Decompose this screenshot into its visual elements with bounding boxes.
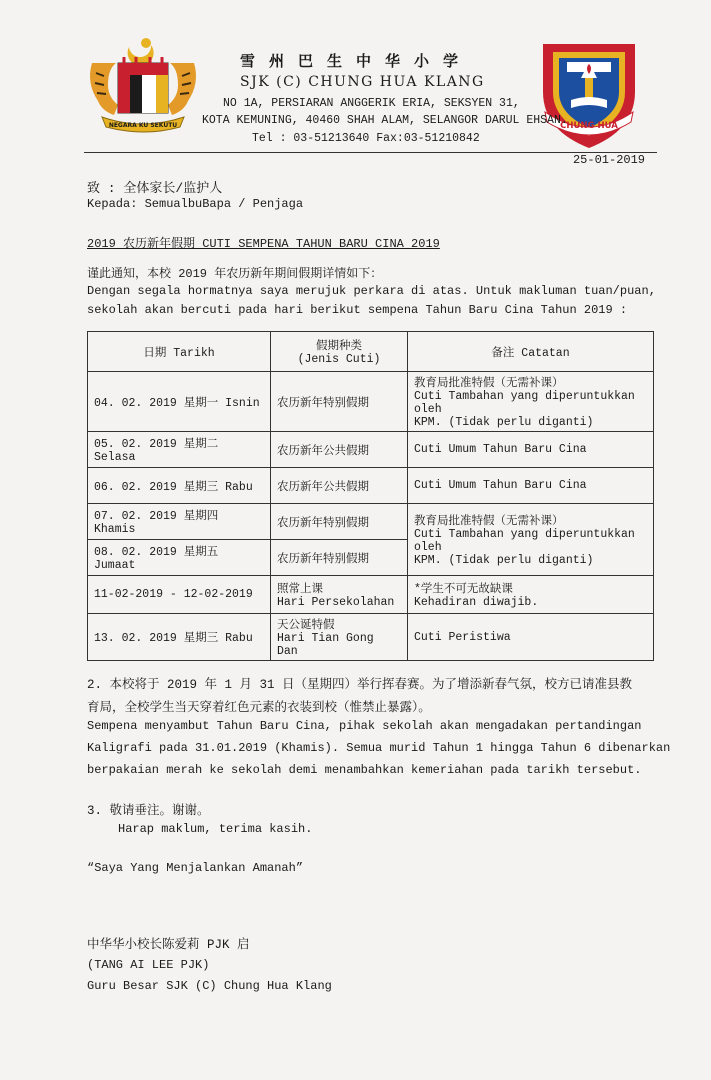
note-line: 教育局批准特假（无需补课） [414,515,564,528]
school-logo-icon [537,40,641,150]
row-type: 农历新年公共假期 [271,468,408,504]
header-date: 日期 Tarikh [88,332,271,372]
signature-chinese: 中华华小校长陈爱莉 PJK 启 [87,938,250,952]
header-type [271,332,408,372]
row-date: 04. 02. 2019 星期一 Isnin [88,372,271,432]
row-type: 农历新年公共假期 [271,432,408,468]
signature-name: (TANG AI LEE PJK) [87,958,210,972]
table-row [88,432,654,468]
para3-chinese: 3. 敬请垂注。谢谢。 [87,804,210,818]
row-type: 农历新年特别假期 [271,540,408,576]
para2-malay-line-1: Sempena menyambut Tahun Baru Cina, pihak sekolah akan mengadakan pertandingan [87,719,642,733]
note-line: *学生不可无故缺课 [414,583,513,596]
school-name-chinese: 雪州巴生中华小学 [240,52,473,70]
row-date: 08. 02. 2019 星期五 Jumaat [88,540,271,576]
row-note [408,576,654,614]
type-line: Hari Persekolahan [277,596,395,609]
row-note [408,504,654,576]
coat-of-arms-icon [84,33,202,137]
recipient-chinese: 致 : 全体家长/监护人 [87,181,223,196]
row-type [271,576,408,614]
header-type-chinese: 假期种类 [316,340,362,353]
row-type: 农历新年特别假期 [271,372,408,432]
para2-malay-line-3: berpakaian merah ke sekolah demi menambahkan kemeriahan pada tarikh tersebut. [87,763,642,777]
phone-fax-line: Tel : 03-51213640 Fax:03-51210842 [252,132,480,145]
signature-title: Guru Besar SJK (C) Chung Hua Klang [87,979,332,993]
row-note: Cuti Peristiwa [408,614,654,661]
para2-chinese-line-1: 2. 本校将于 2019 年 1 月 31 日（星期四）举行挥春赛。为了增添新春气氛，校方已请准县教 [87,678,633,692]
note-line: 教育局批准特假（无需补课） [414,377,564,390]
row-date: 05. 02. 2019 星期二 Selasa [88,432,271,468]
table-row [88,372,654,432]
intro-malay-line-2: sekolah akan bercuti pada hari berikut sempena Tahun Baru Cina Tahun 2019 : [87,303,628,317]
type-line: Hari Tian Gong Dan [277,632,374,658]
row-date: 11-02-2019 - 12-02-2019 [88,576,271,614]
row-note [408,372,654,432]
header-divider [84,152,657,153]
table-row [88,576,654,614]
header-note: 备注 Catatan [408,332,654,372]
svg-text:CHUNG HUA: CHUNG HUA [560,121,618,131]
address-line-1: NO 1A, PERSIARAN ANGGERIK ERIA, SEKSYEN 31, [223,97,520,110]
table-row [88,614,654,661]
header-type-malay: (Jenis Cuti) [297,353,381,366]
letter-subject: 2019 农历新年假期 CUTI SEMPENA TAHUN BARU CINA 2019 [87,237,440,251]
row-note: Cuti Umum Tahun Baru Cina [408,468,654,504]
row-date: 13. 02. 2019 星期三 Rabu [88,614,271,661]
type-line: 天公诞特假 [277,619,335,632]
address-line-2: KOTA KEMUNING, 40460 SHAH ALAM, SELANGOR DARUL EHSAN. [202,114,568,127]
table-row [88,504,654,540]
row-type [271,614,408,661]
svg-text:NEGARA KU SEKUTU: NEGARA KU SEKUTU [108,122,178,129]
table-row [88,468,654,504]
note-line: KPM. (Tidak perlu diganti) [414,416,594,429]
note-line: KPM. (Tidak perlu diganti) [414,554,594,567]
intro-chinese: 谨此通知，本校 2019 年农历新年期间假期详情如下： [87,267,383,281]
para2-malay-line-2: Kaligrafi pada 31.01.2019 (Khamis). Semua murid Tahun 1 hingga Tahun 6 dibenarkan [87,741,671,755]
row-note: Cuti Umum Tahun Baru Cina [408,432,654,468]
school-motto: “Saya Yang Menjalankan Amanah” [87,861,304,875]
note-line: Cuti Tambahan yang diperuntukkan oleh [414,528,635,554]
holiday-table [87,331,654,661]
note-line: Cuti Tambahan yang diperuntukkan oleh [414,390,635,416]
table-header-row [88,332,654,372]
letter-date: 25-01-2019 [572,153,645,167]
intro-malay-line-1: Dengan segala hormatnya saya merujuk perkara di atas. Untuk makluman tuan/puan, [87,284,656,298]
row-type: 农历新年特别假期 [271,504,408,540]
row-date: 06. 02. 2019 星期三 Rabu [88,468,271,504]
para2-chinese-line-2: 育局，全校学生当天穿着红色元素的衣装到校（惟禁止暴露）。 [87,701,431,715]
note-line: Kehadiran diwajib. [414,596,539,609]
type-line: 照常上课 [277,583,323,596]
para3-malay: Harap maklum, terima kasih. [118,822,313,836]
school-name-english: SJK (C) CHUNG HUA KLANG [240,74,485,90]
recipient-malay: Kepada: SemualbuBapa / Penjaga [87,197,304,211]
row-date: 07. 02. 2019 星期四 Khamis [88,504,271,540]
